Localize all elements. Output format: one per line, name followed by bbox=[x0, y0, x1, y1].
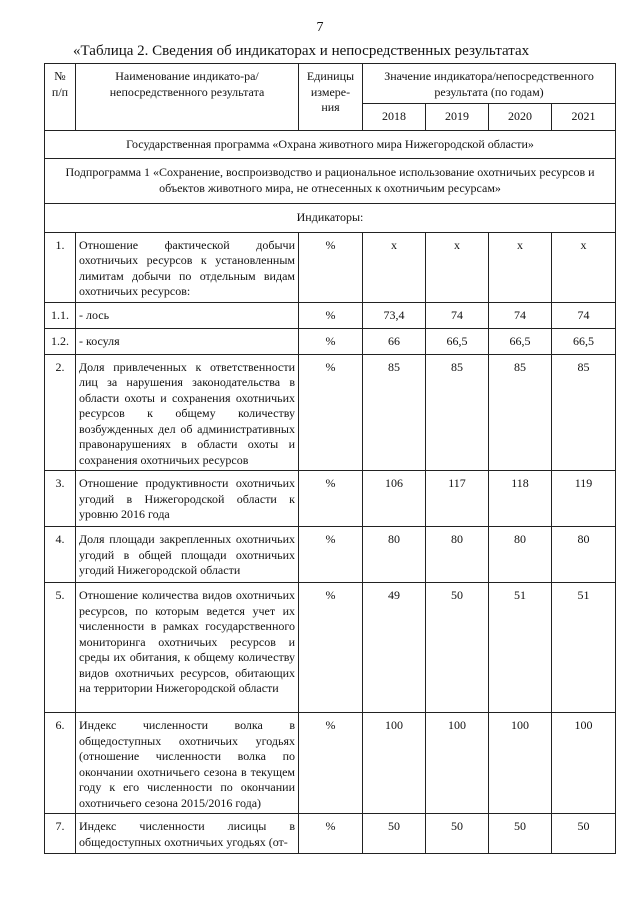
row-value: 66,5 bbox=[489, 328, 552, 354]
program-title: Государственная программа «Охрана животного мира Нижегородской области» bbox=[45, 130, 616, 159]
header-name: Наименование индикато-ра/непосредственного результата bbox=[76, 64, 299, 131]
table-row bbox=[45, 471, 616, 527]
row-value: 85 bbox=[426, 354, 489, 471]
row-name: Индекс численности волка в общедоступных охотничьих угодьях (отношение численности волка по окончании охотничьего сезона в текущем году к его численности по окончании охотничьего сезона 2015/2016 года) bbox=[76, 713, 299, 814]
row-unit: % bbox=[299, 328, 363, 354]
row-unit: % bbox=[299, 302, 363, 328]
row-value: 85 bbox=[363, 354, 426, 471]
table-row bbox=[45, 328, 616, 354]
row-unit: % bbox=[299, 527, 363, 583]
header-unit: Единицы измере-ния bbox=[299, 64, 363, 131]
row-value: 80 bbox=[426, 527, 489, 583]
row-value: 50 bbox=[426, 583, 489, 713]
row-value: 73,4 bbox=[363, 302, 426, 328]
row-value: 80 bbox=[552, 527, 616, 583]
row-number: 4. bbox=[45, 527, 76, 583]
row-name: - косуля bbox=[76, 328, 299, 354]
table-row bbox=[45, 302, 616, 328]
row-value: 74 bbox=[489, 302, 552, 328]
header-year: 2019 bbox=[426, 104, 489, 131]
row-number: 7. bbox=[45, 814, 76, 854]
row-value: 66,5 bbox=[426, 328, 489, 354]
row-value: 118 bbox=[489, 471, 552, 527]
row-value: 50 bbox=[489, 814, 552, 854]
table-caption: «Таблица 2. Сведения об индикаторах и непосредственных результатах bbox=[73, 43, 530, 59]
row-number: 1. bbox=[45, 232, 76, 302]
row-number: 2. bbox=[45, 354, 76, 471]
row-name: Индекс численности лисицы в общедоступных охотничьих угодьях (от- bbox=[76, 814, 299, 854]
row-value: 74 bbox=[426, 302, 489, 328]
table-row bbox=[45, 527, 616, 583]
row-value: 117 bbox=[426, 471, 489, 527]
row-unit: % bbox=[299, 713, 363, 814]
row-value: 50 bbox=[426, 814, 489, 854]
row-value: 85 bbox=[552, 354, 616, 471]
row-value: 100 bbox=[489, 713, 552, 814]
row-name: - лось bbox=[76, 302, 299, 328]
row-unit: % bbox=[299, 232, 363, 302]
row-value: 119 bbox=[552, 471, 616, 527]
row-value: 85 bbox=[489, 354, 552, 471]
row-value: 80 bbox=[363, 527, 426, 583]
header-num: № п/п bbox=[45, 64, 76, 131]
row-number: 6. bbox=[45, 713, 76, 814]
row-value: 74 bbox=[552, 302, 616, 328]
subprogram-title: Подпрограмма 1 «Сохранение, воспроизводство и рациональное использование охотничьих ресурсов и объектов животного мира, не отнесенных к охотничьим ресурсам» bbox=[45, 159, 616, 204]
row-name: Доля площади закрепленных охотничьих угодий в общей площади охотничьих угодий Нижегородской области bbox=[76, 527, 299, 583]
row-number: 3. bbox=[45, 471, 76, 527]
header-value-group: Значение индикатора/непосредственного результата (по годам) bbox=[363, 64, 616, 104]
row-value: х bbox=[489, 232, 552, 302]
row-unit: % bbox=[299, 583, 363, 713]
row-unit: % bbox=[299, 354, 363, 471]
row-value: х bbox=[363, 232, 426, 302]
row-number: 1.2. bbox=[45, 328, 76, 354]
row-value: 66,5 bbox=[552, 328, 616, 354]
row-value: 51 bbox=[552, 583, 616, 713]
row-value: 50 bbox=[363, 814, 426, 854]
row-unit: % bbox=[299, 814, 363, 854]
row-value: 100 bbox=[426, 713, 489, 814]
row-value: 51 bbox=[489, 583, 552, 713]
page-number: 7 bbox=[316, 20, 324, 35]
row-number: 5. bbox=[45, 583, 76, 713]
row-name: Отношение фактической добычи охотничьих ресурсов к установленным лимитам добычи по отдельным видам охотничьих ресурсов: bbox=[76, 232, 299, 302]
indicators-label: Индикаторы: bbox=[45, 204, 616, 233]
table-row bbox=[45, 814, 616, 854]
row-number: 1.1. bbox=[45, 302, 76, 328]
row-value: х bbox=[426, 232, 489, 302]
row-name: Отношение количества видов охотничьих ресурсов, по которым ведется учет их численности в рамках государственного мониторинга охотничьих ресурсов и среды их обитания, к общему количеству видов охотничьих ресурсов, обитающих на территории Нижегородской области bbox=[76, 583, 299, 713]
table-row bbox=[45, 232, 616, 302]
row-value: х bbox=[552, 232, 616, 302]
row-unit: % bbox=[299, 471, 363, 527]
header-year: 2021 bbox=[552, 104, 616, 131]
row-name: Доля привлеченных к ответственности лиц за нарушения законодательства в области охоты и сохранения охотничьих ресурсов к общему количеству возбужденных дел об административных правонарушениях в области охоты и сохранения охотничьих ресурсов bbox=[76, 354, 299, 471]
indicators-table bbox=[44, 63, 616, 854]
table-row bbox=[45, 713, 616, 814]
row-value: 80 bbox=[489, 527, 552, 583]
row-value: 106 bbox=[363, 471, 426, 527]
header-year: 2018 bbox=[363, 104, 426, 131]
row-name: Отношение продуктивности охотничьих угодий в Нижегородской области к уровню 2016 года bbox=[76, 471, 299, 527]
row-value: 100 bbox=[363, 713, 426, 814]
header-year: 2020 bbox=[489, 104, 552, 131]
row-value: 66 bbox=[363, 328, 426, 354]
table-row bbox=[45, 583, 616, 713]
row-value: 49 bbox=[363, 583, 426, 713]
row-value: 100 bbox=[552, 713, 616, 814]
table-row bbox=[45, 354, 616, 471]
row-value: 50 bbox=[552, 814, 616, 854]
